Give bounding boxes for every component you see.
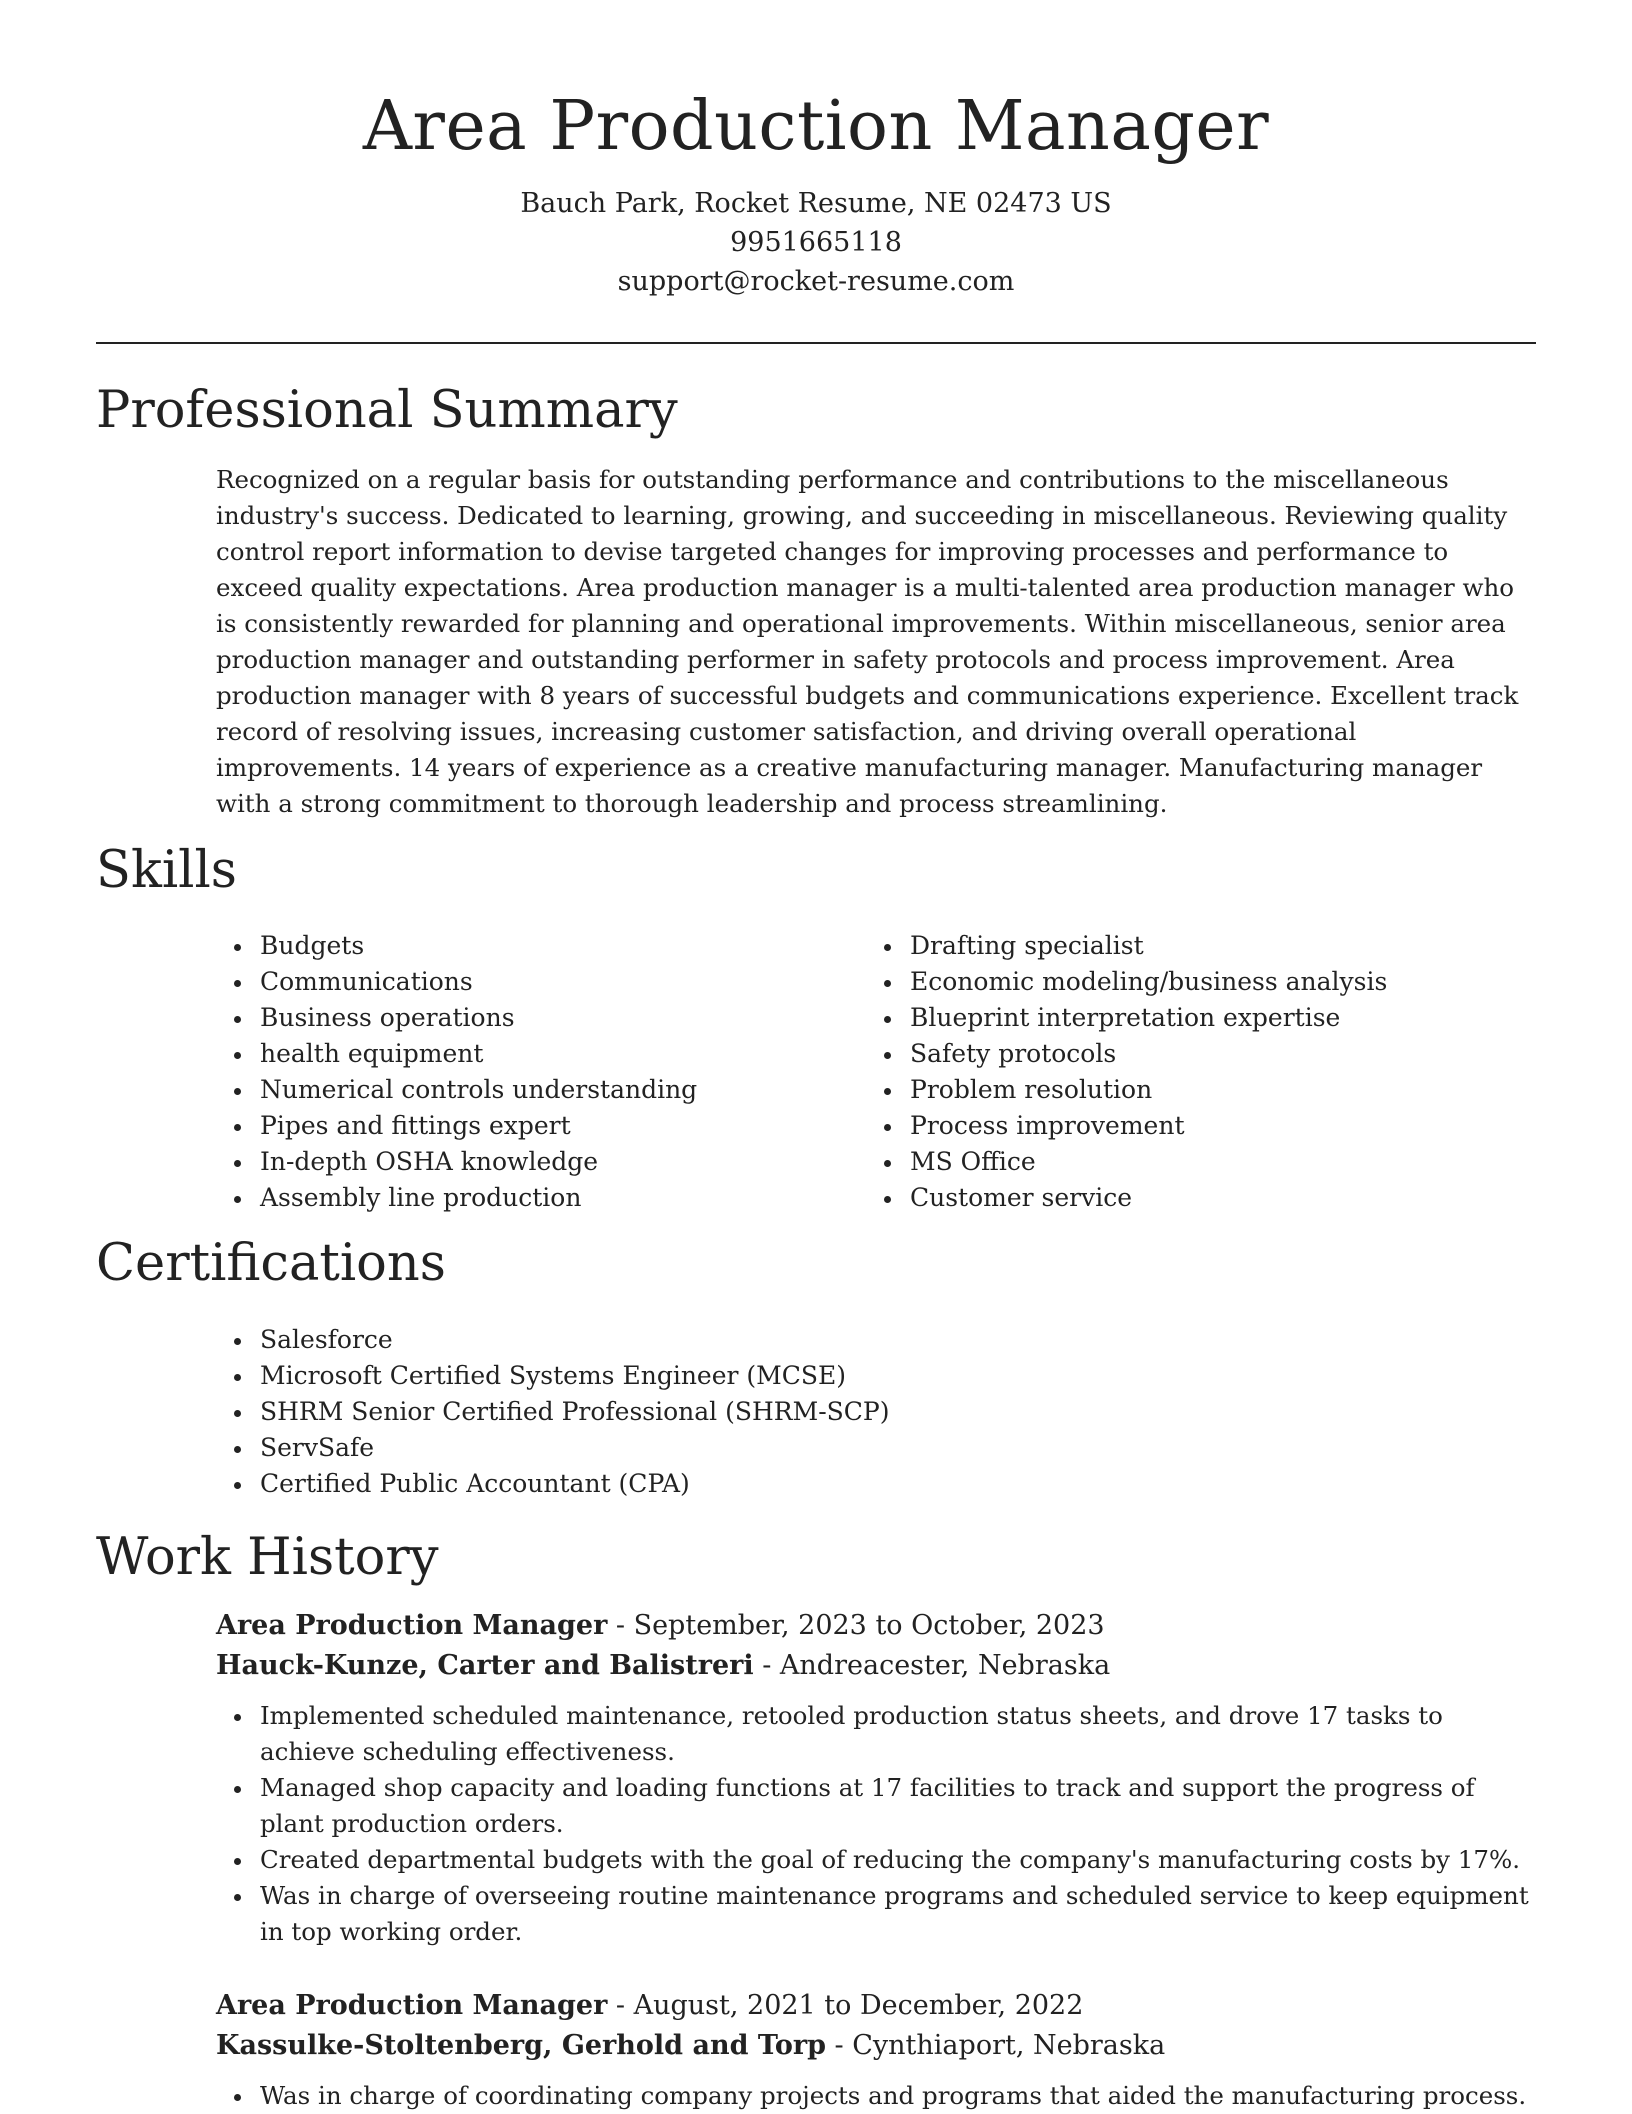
skills-list-right xyxy=(910,928,1530,1216)
certifications-list xyxy=(260,1322,1530,1502)
job-bullet: Implemented scheduled maintenance, retooled production status sheets, and drove 17 tasks to achieve scheduling effectiveness. xyxy=(260,1698,1536,1770)
header-divider xyxy=(96,342,1536,344)
certification-item: Microsoft Certified Systems Engineer (MCSE) xyxy=(260,1358,1530,1394)
certification-item: ServSafe xyxy=(260,1430,1530,1466)
job-dates: - September, 2023 to October, 2023 xyxy=(607,1610,1105,1641)
summary-text: Recognized on a regular basis for outstanding performance and contributions to the miscellaneous industry's success. Dedicated to learning, growing, and succeeding in miscellaneous. Reviewing quality control report information to devise targeted changes for improving processes and performance to exceed quality expectations. Area production manager is a multi-talented area production manager who is consistently rewarded for planning and operational improvements. Within miscellaneous, senior area production manager and outstanding performer in safety protocols and process improvement. Area production manager with 8 years of successful budgets and communications experience. Excellent track record of resolving issues, increasing customer satisfaction, and driving overall operational improvements. 14 years of experience as a creative manufacturing manager. Manufacturing manager with a strong commitment to thorough leadership and process streamlining. xyxy=(216,465,1519,818)
resume-header xyxy=(0,0,1632,301)
job-company-line xyxy=(216,2026,1536,2066)
contact-block xyxy=(0,184,1632,301)
job-bullet: Created departmental budgets with the goal of reducing the company's manufacturing costs by 17%. xyxy=(260,1842,1536,1878)
skill-item: Problem resolution xyxy=(910,1072,1530,1108)
skill-item: Safety protocols xyxy=(910,1036,1530,1072)
job-bullet: Was in charge of coordinating company projects and programs that aided the manufacturing process. xyxy=(260,2078,1536,2114)
skill-item: Drafting specialist xyxy=(910,928,1530,964)
skill-item: Process improvement xyxy=(910,1108,1530,1144)
job-role: Area Production Manager xyxy=(216,1990,608,2021)
summary-heading: Professional Summary xyxy=(96,381,678,440)
skill-item: In-depth OSHA knowledge xyxy=(260,1144,860,1180)
contact-email: support@rocket-resume.com xyxy=(617,266,1015,297)
certification-item: SHRM Senior Certified Professional (SHRM-SCP) xyxy=(260,1394,1530,1430)
certifications-heading: Certifications xyxy=(96,1234,446,1293)
skill-item: Assembly line production xyxy=(260,1180,860,1216)
job-location: - Cynthiaport, Nebraska xyxy=(825,2030,1166,2061)
contact-address: Bauch Park, Rocket Resume, NE 02473 US xyxy=(520,188,1112,219)
candidate-name: Area Production Manager xyxy=(362,87,1270,166)
certification-item: Salesforce xyxy=(260,1322,1530,1358)
job-title-line xyxy=(216,1986,1536,2026)
job-entry xyxy=(216,1606,1536,1950)
skills-list-left xyxy=(260,928,860,1216)
job-title-line xyxy=(216,1606,1536,1646)
job-dates: - August, 2021 to December, 2022 xyxy=(607,1990,1084,2021)
skill-item: Numerical controls understanding xyxy=(260,1072,860,1108)
job-company: Hauck-Kunze, Carter and Balistreri xyxy=(216,1650,754,1681)
skill-item: MS Office xyxy=(910,1144,1530,1180)
skill-item: Pipes and fittings expert xyxy=(260,1108,860,1144)
skill-item: Blueprint interpretation expertise xyxy=(910,1000,1530,1036)
job-bullet: Was in charge of overseeing routine maintenance programs and scheduled service to keep equipment in top working order. xyxy=(260,1878,1536,1950)
skill-item: Business operations xyxy=(260,1000,860,1036)
skill-item: Customer service xyxy=(910,1180,1530,1216)
job-entry xyxy=(216,1986,1536,2114)
job-bullets xyxy=(260,1698,1536,1950)
work-history-heading: Work History xyxy=(96,1528,439,1587)
job-company-line xyxy=(216,1646,1536,1686)
skill-item: Communications xyxy=(260,964,860,1000)
job-bullets xyxy=(260,2078,1536,2114)
job-location: - Andreacester, Nebraska xyxy=(753,1650,1111,1681)
contact-phone: 9951665118 xyxy=(730,227,902,258)
certification-item: Certified Public Accountant (CPA) xyxy=(260,1466,1530,1502)
job-bullet: Managed shop capacity and loading functions at 17 facilities to track and support the progress of plant production orders. xyxy=(260,1770,1536,1842)
skill-item: Economic modeling/business analysis xyxy=(910,964,1530,1000)
job-role: Area Production Manager xyxy=(216,1610,608,1641)
job-company: Kassulke-Stoltenberg, Gerhold and Torp xyxy=(216,2030,826,2061)
skills-heading: Skills xyxy=(96,841,237,900)
skill-item: Budgets xyxy=(260,928,860,964)
skill-item: health equipment xyxy=(260,1036,860,1072)
